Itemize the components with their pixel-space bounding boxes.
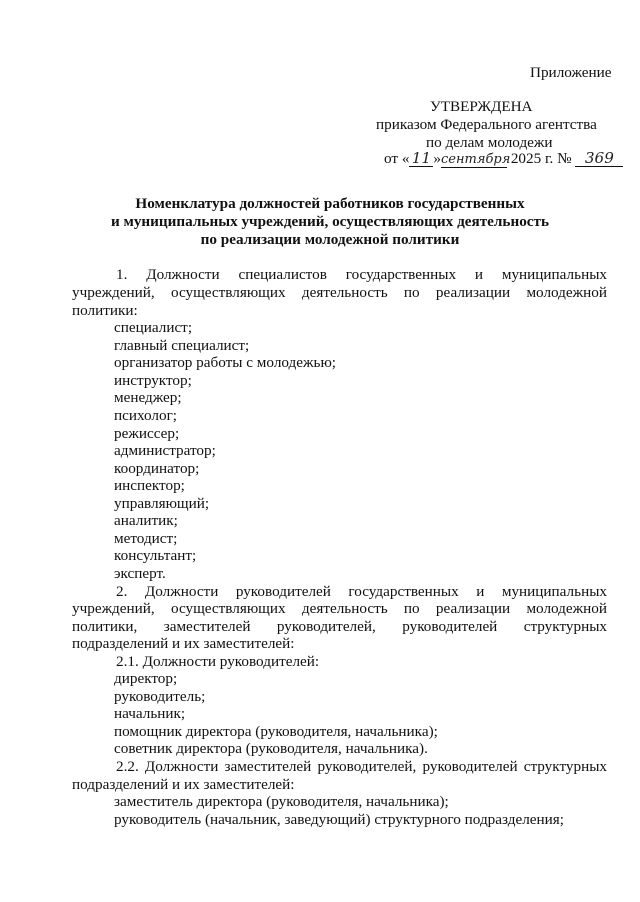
section2-line-4: подразделений и их заместителей: (72, 635, 295, 652)
date-suffix: 2025 г. № (507, 150, 576, 167)
list-item: советник директора (руководителя, начальника). (114, 740, 428, 757)
list-item: психолог; (114, 407, 178, 424)
approved-label: УТВЕРЖДЕНА (430, 98, 533, 115)
title-line-2: и муниципальных учреждений, осуществляющих деятельность (110, 213, 550, 230)
order-date-line (384, 150, 623, 168)
list-item: аналитик; (114, 512, 178, 529)
order-line-2: по делам молодежи (426, 134, 553, 151)
list-item: заместитель директора (руководителя, начальника); (114, 793, 449, 810)
list-item: управляющий; (114, 495, 210, 512)
list-item: администратор; (114, 442, 216, 459)
order-line-1: приказом Федерального агентства (376, 116, 597, 133)
list-item: координатор; (114, 460, 200, 477)
list-item: инструктор; (114, 372, 192, 389)
list-item: специалист; (114, 319, 193, 336)
title-line-1: Номенклатура должностей работников государственных (135, 195, 525, 212)
list-item: консультант; (114, 547, 197, 564)
list-item: помощник директора (руководителя, начальника); (114, 723, 438, 740)
subsection-2-2-line-1: 2.2. Должности заместителей руководителей, руководителей структурных (116, 758, 607, 775)
list-item: методист; (114, 530, 178, 547)
section1-line-1: 1. Должности специалистов государственных и муниципальных (116, 266, 607, 283)
date-day-handwritten: 11 (409, 151, 433, 167)
section1-line-3: политики: (72, 302, 138, 319)
list-item: руководитель (начальник, заведующий) структурного подразделения; (114, 811, 564, 828)
title-line-3: по реализации молодежной политики (200, 231, 460, 248)
date-mid: » (433, 150, 442, 167)
list-item: директор; (114, 670, 178, 687)
section1-line-2: учреждений, осуществляющих деятельность по реализации молодежной (72, 284, 607, 301)
list-item: инспектор; (114, 477, 185, 494)
list-item: эксперт. (114, 565, 166, 582)
appendix-label: Приложение (530, 64, 612, 81)
section2-line-1: 2. Должности руководителей государственных и муниципальных (116, 583, 607, 600)
date-month-handwritten: сентября (441, 152, 511, 167)
subsection-2-2-line-2: подразделений и их заместителей: (72, 776, 295, 793)
section2-line-2: учреждений, осуществляющих деятельность по реализации молодежной (72, 600, 607, 617)
list-item: начальник; (114, 705, 186, 722)
section2-line-3: политики, заместителей руководителей, руководителей структурных (72, 618, 607, 635)
subsection-2-1-title: 2.1. Должности руководителей: (116, 653, 320, 670)
date-prefix: от « (384, 150, 410, 167)
list-item: менеджер; (114, 389, 182, 406)
order-number-handwritten: 369 (575, 151, 623, 167)
list-item: организатор работы с молодежью; (114, 354, 337, 371)
list-item: режиссер; (114, 425, 180, 442)
list-item: руководитель; (114, 688, 206, 705)
list-item: главный специалист; (114, 337, 250, 354)
